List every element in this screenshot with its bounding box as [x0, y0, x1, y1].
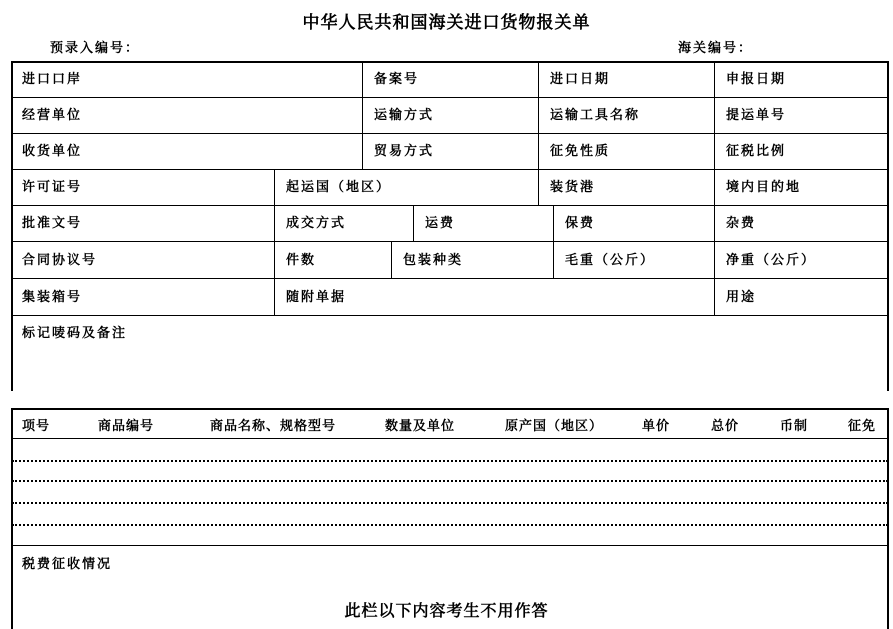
field-gross-weight: 毛重（公斤）: [565, 253, 656, 268]
col-unit-price: 单价: [642, 419, 671, 434]
field-transaction-mode: 成交方式: [286, 216, 347, 231]
field-marks-remarks: 标记唛码及备注: [22, 326, 128, 341]
field-license-number: 许可证号: [22, 180, 83, 195]
field-contract-number: 合同协议号: [22, 253, 98, 268]
col-commodity-name-spec: 商品名称、规格型号: [210, 419, 337, 434]
goods-section: [0, 400, 893, 629]
col-commodity-code: 商品编号: [98, 419, 155, 434]
col-origin-country: 原产国（地区）: [505, 419, 604, 434]
field-insurance: 保费: [565, 216, 596, 231]
field-bill-of-lading: 提运单号: [726, 108, 787, 123]
field-container-number: 集装箱号: [22, 290, 83, 305]
field-exemption-nature: 征免性质: [550, 144, 611, 159]
field-domestic-destination: 境内目的地: [726, 180, 802, 195]
col-item-no: 项号: [22, 419, 51, 434]
tax-collection-label: 税费征收情况: [22, 557, 113, 572]
field-import-port: 进口口岸: [22, 72, 83, 87]
field-consignee: 收货单位: [22, 144, 83, 159]
col-total-price: 总价: [711, 419, 740, 434]
field-attached-documents: 随附单据: [286, 290, 347, 305]
field-transport-vehicle: 运输工具名称: [550, 108, 641, 123]
field-package-type: 包装种类: [403, 253, 464, 268]
field-miscellaneous: 杂费: [726, 216, 757, 231]
field-origin-country: 起运国（地区）: [286, 180, 392, 195]
field-package-count: 件数: [286, 253, 317, 268]
field-declaration-date: 申报日期: [726, 72, 787, 87]
field-loading-port: 装货港: [550, 180, 596, 195]
goods-entry-line: [12, 524, 888, 526]
goods-entry-line: [12, 502, 888, 504]
field-approval-number: 批准文号: [22, 216, 83, 231]
field-transport-mode: 运输方式: [374, 108, 435, 123]
col-exemption: 征免: [848, 419, 877, 434]
field-freight: 运费: [425, 216, 456, 231]
col-currency: 币制: [780, 419, 809, 434]
field-import-date: 进口日期: [550, 72, 611, 87]
form-title: 中华人民共和国海关进口货物报关单: [302, 13, 591, 33]
goods-entry-line: [12, 480, 888, 482]
field-operating-unit: 经营单位: [22, 108, 83, 123]
col-quantity-unit: 数量及单位: [385, 419, 456, 434]
field-usage: 用途: [726, 290, 757, 305]
field-trade-mode: 贸易方式: [374, 144, 435, 159]
goods-entry-line: [12, 460, 888, 462]
footer-instruction: 此栏以下内容考生不用作答: [344, 601, 549, 620]
field-tax-ratio: 征税比例: [726, 144, 787, 159]
preentry-number-label: 预录入编号：: [50, 41, 141, 56]
field-record-number: 备案号: [374, 72, 420, 87]
field-net-weight: 净重（公斤）: [726, 253, 817, 268]
customs-number-label: 海关编号：: [678, 41, 754, 56]
